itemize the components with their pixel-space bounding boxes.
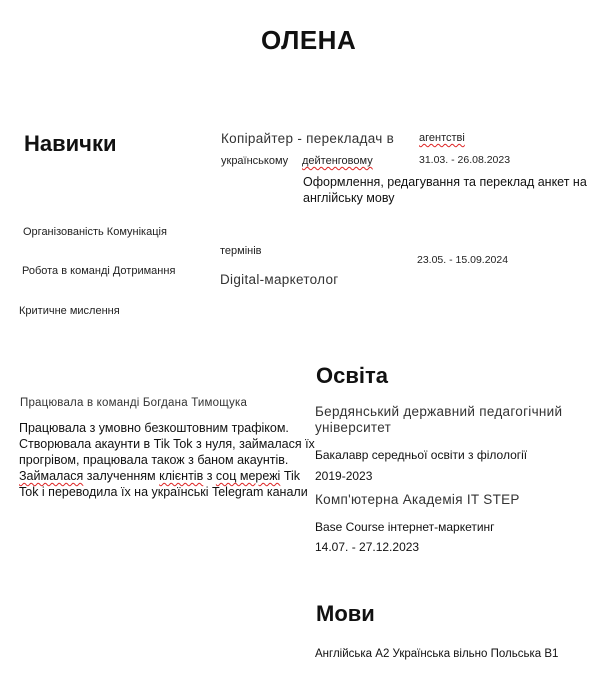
education-degree-2: Base Course інтернет-маркетинг: [315, 520, 495, 534]
languages-list: Англійська А2 Українська вільно Польська В1: [315, 648, 559, 660]
job3-desc-word: соц мережі: [215, 469, 281, 483]
job2-dates: 23.05. - 15.09.2024: [417, 254, 509, 266]
job3-desc-word: Tik: [280, 469, 301, 483]
job3-desc-word: залученням: [83, 469, 160, 483]
job3-desc-word: з: [203, 469, 216, 483]
job2-title: Digital-маркетолог: [220, 272, 339, 287]
education-institution-1: Бердянський державний педагогічний університет: [315, 404, 563, 435]
education-institution-2: Комп'ютерна Академія IT STEP: [315, 492, 520, 507]
resume-name: ОЛЕНА: [261, 25, 357, 55]
job1-dates: 31.03. - 26.08.2023: [419, 154, 511, 166]
job3-desc-line: прогрівом, працювала також з баном акаунтів.: [19, 453, 289, 467]
skill-item: Організованість Комунікація: [23, 226, 167, 238]
job1-title: Копірайтер - перекладач в: [221, 131, 395, 146]
skill-item: Критичне мислення: [19, 305, 120, 317]
job3-title: Працювала в команді Богдана Тимощука: [20, 397, 248, 409]
job1-extra: термінів: [220, 245, 262, 257]
job1-title-line2: українському: [221, 155, 289, 167]
job1-title-agency: агентстві: [419, 132, 465, 144]
skills-heading: Навички: [24, 131, 117, 156]
job3-desc-word: Займалася: [19, 469, 84, 483]
job3-desc-line: Tok і переводила їх на українські Telegram канали: [19, 485, 308, 499]
job1-description: Оформлення, редагування та переклад анкет на англійську мову: [303, 175, 587, 205]
skill-item: Робота в команді Дотримання: [22, 265, 176, 277]
education-years-2: 14.07. - 27.12.2023: [315, 540, 420, 554]
education-years-1: 2019-2023: [315, 469, 373, 483]
languages-heading: Мови: [316, 601, 375, 626]
job1-title-dating: дейтенговому: [302, 155, 373, 167]
education-heading: Освіта: [316, 363, 388, 388]
job3-desc-line: [19, 468, 300, 484]
job3-desc-line: Працювала з умовно безкоштовним трафіком.: [19, 421, 289, 435]
job3-desc-line: Створювала акаунти в Tik Tok з нуля, займалася їх: [19, 437, 315, 451]
job3-desc-word: клієнтів: [159, 469, 204, 483]
education-degree-1: Бакалавр середньої освіти з філології: [315, 448, 528, 462]
